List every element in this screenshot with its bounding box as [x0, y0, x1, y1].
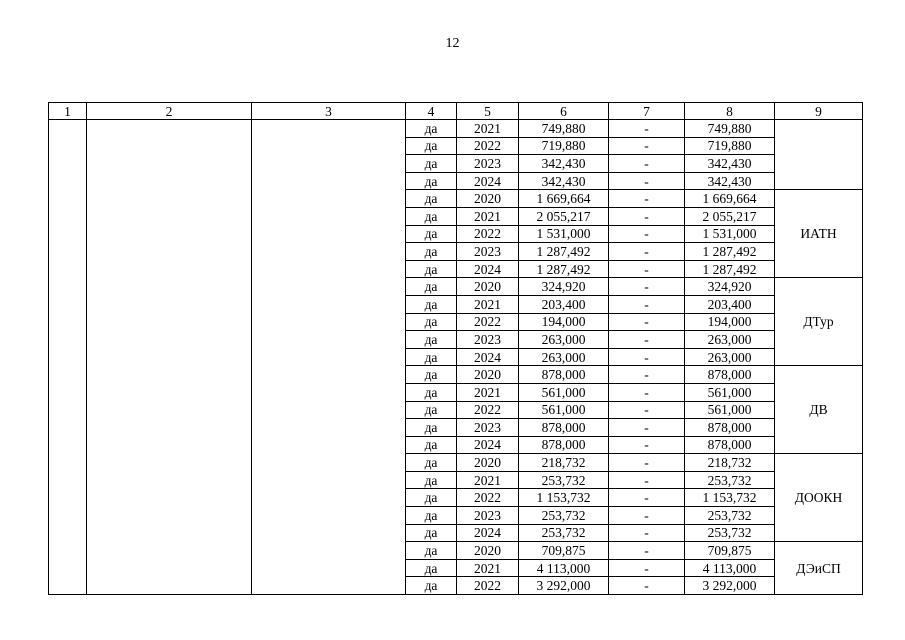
other-cell: - — [609, 401, 685, 419]
agency-label: ДТур — [803, 314, 834, 330]
year-cell: 2021 — [457, 383, 519, 401]
confirm-cell: да — [406, 471, 457, 489]
year-cell: 2022 — [457, 137, 519, 155]
total-cell: 749,880 — [685, 120, 775, 138]
total-cell: 342,430 — [685, 155, 775, 173]
other-cell: - — [609, 155, 685, 173]
year-cell: 2020 — [457, 454, 519, 472]
other-cell: - — [609, 172, 685, 190]
year-cell: 2023 — [457, 243, 519, 261]
column-header-9: 9 — [775, 103, 863, 120]
confirm-cell: да — [406, 366, 457, 384]
other-cell: - — [609, 207, 685, 225]
confirm-cell: да — [406, 524, 457, 542]
total-cell: 218,732 — [685, 454, 775, 472]
other-cell: - — [609, 313, 685, 331]
total-cell: 324,920 — [685, 278, 775, 296]
amount-cell: 194,000 — [519, 313, 609, 331]
total-cell: 878,000 — [685, 366, 775, 384]
table-row — [49, 120, 863, 138]
amount-cell: 749,880 — [519, 120, 609, 138]
year-cell: 2022 — [457, 577, 519, 595]
other-cell: - — [609, 489, 685, 507]
amount-cell: 1 153,732 — [519, 489, 609, 507]
amount-cell: 342,430 — [519, 155, 609, 173]
total-cell: 1 287,492 — [685, 243, 775, 261]
agency-cell — [775, 190, 863, 278]
total-cell: 2 055,217 — [685, 207, 775, 225]
total-cell: 1 531,000 — [685, 225, 775, 243]
other-cell: - — [609, 348, 685, 366]
total-cell: 253,732 — [685, 524, 775, 542]
other-cell: - — [609, 137, 685, 155]
total-cell: 3 292,000 — [685, 577, 775, 595]
other-cell: - — [609, 383, 685, 401]
year-cell: 2021 — [457, 471, 519, 489]
confirm-cell: да — [406, 559, 457, 577]
amount-cell: 253,732 — [519, 524, 609, 542]
total-cell: 1 669,664 — [685, 190, 775, 208]
total-cell: 4 113,000 — [685, 559, 775, 577]
year-cell: 2022 — [457, 489, 519, 507]
confirm-cell: да — [406, 207, 457, 225]
confirm-cell: да — [406, 243, 457, 261]
confirm-cell: да — [406, 225, 457, 243]
total-cell: 253,732 — [685, 507, 775, 525]
other-cell: - — [609, 419, 685, 437]
amount-cell: 218,732 — [519, 454, 609, 472]
total-cell: 878,000 — [685, 419, 775, 437]
year-cell: 2020 — [457, 278, 519, 296]
column-header-1: 1 — [49, 103, 87, 120]
total-cell: 342,430 — [685, 172, 775, 190]
amount-cell: 263,000 — [519, 348, 609, 366]
amount-cell: 561,000 — [519, 383, 609, 401]
other-cell: - — [609, 260, 685, 278]
year-cell: 2020 — [457, 542, 519, 560]
other-cell: - — [609, 190, 685, 208]
year-cell: 2024 — [457, 260, 519, 278]
amount-cell: 324,920 — [519, 278, 609, 296]
other-cell: - — [609, 436, 685, 454]
total-cell: 194,000 — [685, 313, 775, 331]
amount-cell: 203,400 — [519, 295, 609, 313]
year-cell: 2021 — [457, 120, 519, 138]
confirm-cell: да — [406, 278, 457, 296]
confirm-cell: да — [406, 331, 457, 349]
total-cell: 1 153,732 — [685, 489, 775, 507]
amount-cell: 253,732 — [519, 507, 609, 525]
year-cell: 2023 — [457, 331, 519, 349]
year-cell: 2024 — [457, 348, 519, 366]
confirm-cell: да — [406, 419, 457, 437]
page-number: 12 — [445, 36, 460, 51]
confirm-cell: да — [406, 155, 457, 173]
year-cell: 2024 — [457, 172, 519, 190]
amount-cell: 2 055,217 — [519, 207, 609, 225]
agency-cell — [775, 542, 863, 595]
total-cell: 878,000 — [685, 436, 775, 454]
other-cell: - — [609, 331, 685, 349]
year-cell: 2020 — [457, 190, 519, 208]
amount-cell: 342,430 — [519, 172, 609, 190]
column-header-3: 3 — [252, 103, 406, 120]
amount-cell: 1 287,492 — [519, 243, 609, 261]
other-cell: - — [609, 471, 685, 489]
agency-cell — [775, 366, 863, 454]
year-cell: 2023 — [457, 507, 519, 525]
amount-cell: 878,000 — [519, 366, 609, 384]
year-cell: 2022 — [457, 401, 519, 419]
agency-cell — [775, 278, 863, 366]
year-cell: 2023 — [457, 155, 519, 173]
amount-cell: 263,000 — [519, 331, 609, 349]
col3-merged-cell — [252, 120, 406, 595]
amount-cell: 878,000 — [519, 419, 609, 437]
confirm-cell: да — [406, 383, 457, 401]
column-header-4: 4 — [406, 103, 457, 120]
amount-cell: 709,875 — [519, 542, 609, 560]
column-header-6: 6 — [519, 103, 609, 120]
amount-cell: 561,000 — [519, 401, 609, 419]
confirm-cell: да — [406, 489, 457, 507]
amount-cell: 3 292,000 — [519, 577, 609, 595]
total-cell: 709,875 — [685, 542, 775, 560]
amount-cell: 878,000 — [519, 436, 609, 454]
column-header-8: 8 — [685, 103, 775, 120]
year-cell: 2022 — [457, 313, 519, 331]
year-cell: 2021 — [457, 295, 519, 313]
year-cell: 2024 — [457, 436, 519, 454]
total-cell: 263,000 — [685, 331, 775, 349]
amount-cell: 719,880 — [519, 137, 609, 155]
confirm-cell: да — [406, 507, 457, 525]
other-cell: - — [609, 577, 685, 595]
amount-cell: 4 113,000 — [519, 559, 609, 577]
agency-label: ДООКН — [794, 490, 843, 506]
confirm-cell: да — [406, 172, 457, 190]
other-cell: - — [609, 295, 685, 313]
header-row — [49, 103, 863, 120]
amount-cell: 1 669,664 — [519, 190, 609, 208]
other-cell: - — [609, 559, 685, 577]
total-cell: 719,880 — [685, 137, 775, 155]
other-cell: - — [609, 507, 685, 525]
other-cell: - — [609, 524, 685, 542]
other-cell: - — [609, 120, 685, 138]
year-cell: 2021 — [457, 207, 519, 225]
confirm-cell: да — [406, 436, 457, 454]
column-header-7: 7 — [609, 103, 685, 120]
total-cell: 561,000 — [685, 383, 775, 401]
amount-cell: 1 287,492 — [519, 260, 609, 278]
other-cell: - — [609, 542, 685, 560]
col2-merged-cell — [87, 120, 252, 595]
total-cell: 1 287,492 — [685, 260, 775, 278]
budget-table — [48, 102, 863, 595]
confirm-cell: да — [406, 190, 457, 208]
amount-cell: 1 531,000 — [519, 225, 609, 243]
total-cell: 263,000 — [685, 348, 775, 366]
confirm-cell: да — [406, 313, 457, 331]
other-cell: - — [609, 278, 685, 296]
confirm-cell: да — [406, 260, 457, 278]
col1-merged-cell — [49, 120, 87, 595]
confirm-cell: да — [406, 454, 457, 472]
year-cell: 2023 — [457, 419, 519, 437]
total-cell: 253,732 — [685, 471, 775, 489]
year-cell: 2022 — [457, 225, 519, 243]
confirm-cell: да — [406, 401, 457, 419]
column-header-5: 5 — [457, 103, 519, 120]
confirm-cell: да — [406, 577, 457, 595]
other-cell: - — [609, 225, 685, 243]
agency-cell — [775, 454, 863, 542]
confirm-cell: да — [406, 348, 457, 366]
agency-label: ИАТН — [800, 226, 837, 242]
year-cell: 2024 — [457, 524, 519, 542]
year-cell: 2021 — [457, 559, 519, 577]
other-cell: - — [609, 243, 685, 261]
other-cell: - — [609, 366, 685, 384]
column-header-2: 2 — [87, 103, 252, 120]
year-cell: 2020 — [457, 366, 519, 384]
amount-cell: 253,732 — [519, 471, 609, 489]
agency-label: ДВ — [809, 402, 828, 418]
total-cell: 561,000 — [685, 401, 775, 419]
confirm-cell: да — [406, 295, 457, 313]
total-cell: 203,400 — [685, 295, 775, 313]
agency-label: ДЭиСП — [796, 560, 841, 576]
confirm-cell: да — [406, 542, 457, 560]
other-cell: - — [609, 454, 685, 472]
confirm-cell: да — [406, 120, 457, 138]
table-body — [49, 120, 863, 595]
agency-cell — [775, 120, 863, 190]
confirm-cell: да — [406, 137, 457, 155]
